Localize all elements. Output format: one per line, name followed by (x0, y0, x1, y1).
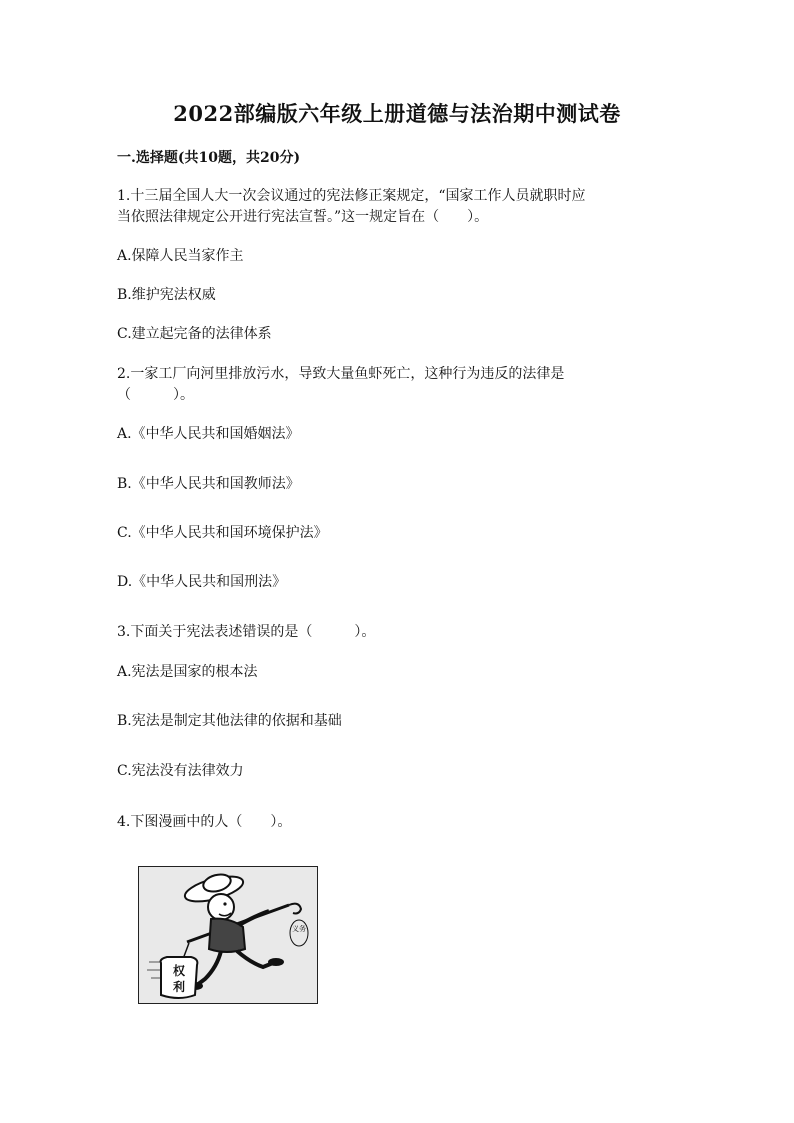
question-3-line-1: 3.下面关于宪法表述错误的是（ ）。 (117, 624, 376, 640)
cartoon-image (138, 866, 318, 1004)
cartoon-drawing (139, 867, 317, 1003)
question-3-option-a: A.宪法是国家的根本法 (117, 664, 258, 680)
question-1-option-b: B.维护宪法权威 (117, 287, 216, 303)
question-1-option-c: C.建立起完备的法律体系 (117, 326, 272, 342)
question-2-line-1: 2.一家工厂向河里排放污水，导致大量鱼虾死亡，这种行为违反的法律是 (117, 366, 565, 382)
question-2-option-d: D.《中华人民共和国刑法》 (117, 574, 287, 590)
bag-text-1: 权 (172, 964, 186, 978)
question-2-option-b: B.《中华人民共和国教师法》 (117, 476, 300, 492)
question-1-option-a: A.保障人民当家作主 (117, 248, 244, 264)
runner-leg-back (197, 951, 221, 985)
question-3-option-c: C.宪法没有法律效力 (117, 763, 244, 779)
question-2-line-2: （ ）。 (117, 387, 194, 403)
pole-hook (289, 904, 301, 914)
section-heading: 一.选择题(共10题，共20分) (117, 150, 301, 166)
runner-arm (239, 911, 269, 925)
question-4-line-1: 4.下图漫画中的人（ ）。 (117, 814, 292, 830)
question-3-option-b: B.宪法是制定其他法律的依据和基础 (117, 713, 342, 729)
signature-seal (290, 920, 308, 946)
bag-text-2: 利 (172, 980, 186, 994)
runner-leg-front (237, 951, 273, 967)
question-2-option-c: C.《中华人民共和国环境保护法》 (117, 525, 328, 541)
question-2-option-a: A.《中华人民共和国婚姻法》 (117, 426, 300, 442)
runner-face (208, 894, 234, 920)
signature-text: 义务 (292, 925, 306, 933)
page-title: 2022部编版六年级上册道德与法治期中测试卷 (173, 101, 621, 126)
question-1-line-1: 1.十三届全国人大一次会议通过的宪法修正案规定，“国家工作人员就职时应 (117, 188, 586, 204)
question-1-line-2: 当依照法律规定公开进行宪法宣誓。”这一规定旨在（ ）。 (117, 209, 489, 225)
